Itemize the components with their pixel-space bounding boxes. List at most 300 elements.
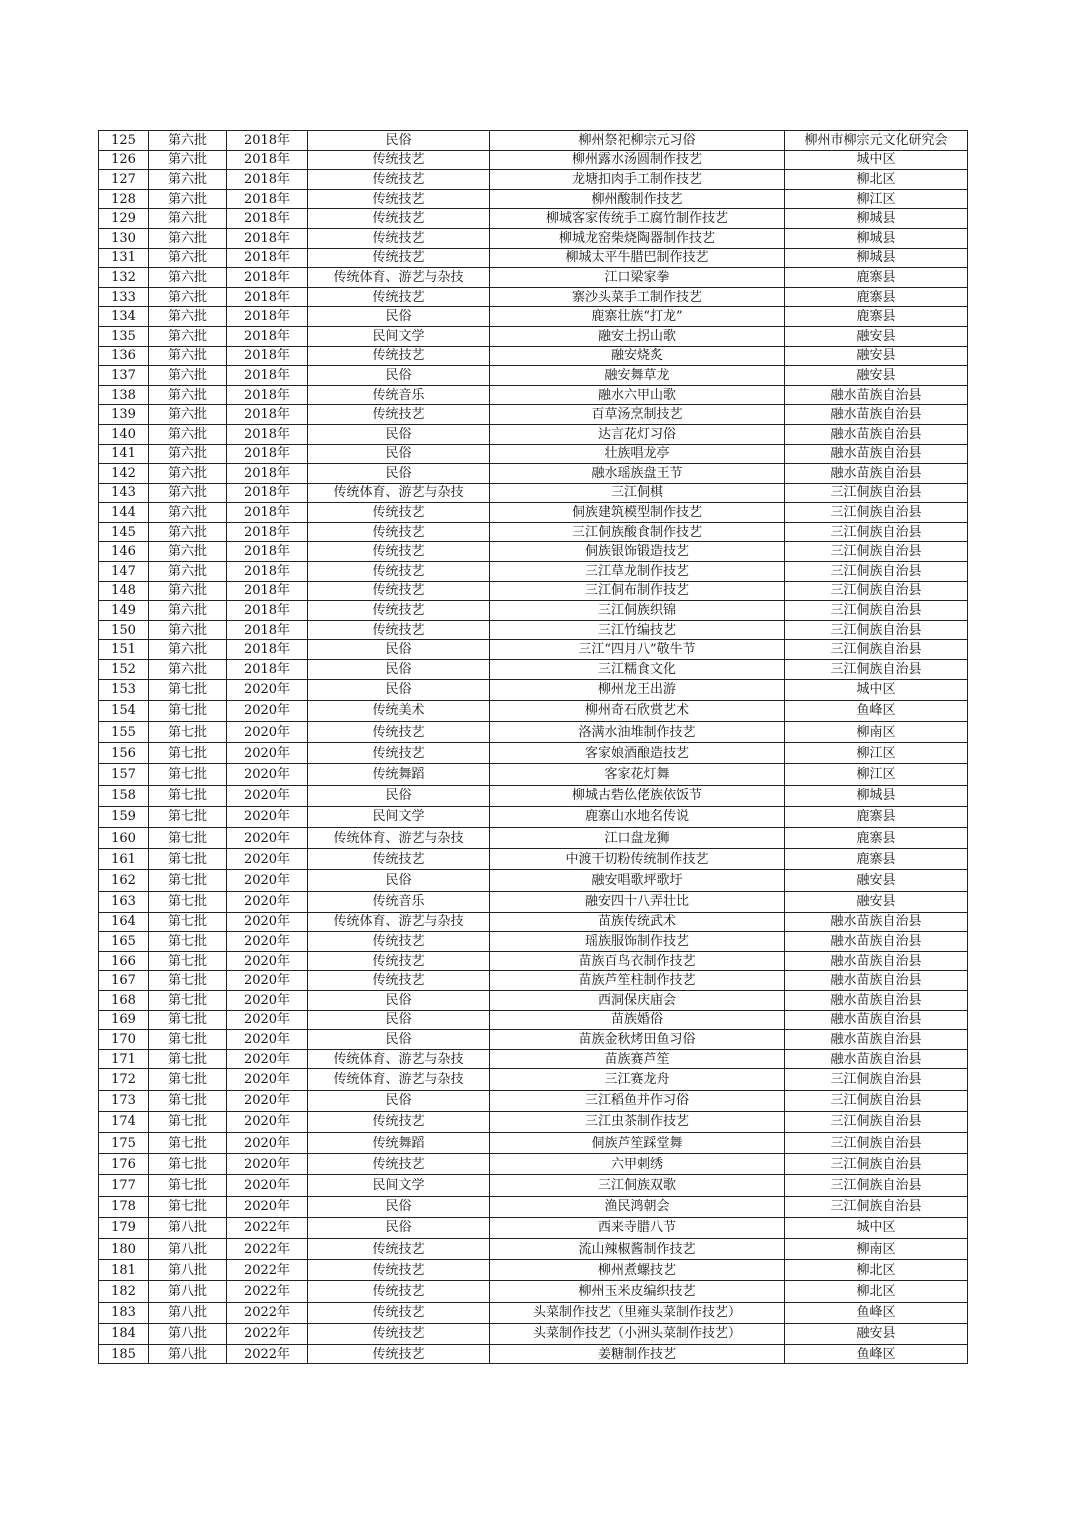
batch-cell: 第七批 xyxy=(149,764,227,785)
project-name-cell: 柳州龙王出游 xyxy=(490,679,785,700)
batch-cell: 第八批 xyxy=(149,1302,227,1323)
region-cell: 融水苗族自治县 xyxy=(785,912,968,932)
row-number-cell: 162 xyxy=(99,870,149,891)
project-name-cell: 鹿寨山水地名传说 xyxy=(490,806,785,827)
region-cell: 鱼峰区 xyxy=(785,1302,968,1323)
year-cell: 2020年 xyxy=(227,1090,308,1111)
year-cell: 2018年 xyxy=(227,385,308,405)
table-row xyxy=(99,542,968,562)
table-row xyxy=(99,522,968,542)
year-cell: 2018年 xyxy=(227,542,308,562)
batch-cell: 第八批 xyxy=(149,1238,227,1259)
project-name-cell: 达言花灯习俗 xyxy=(490,424,785,444)
year-cell: 2022年 xyxy=(227,1302,308,1323)
table-row xyxy=(99,640,968,660)
row-number-cell: 134 xyxy=(99,307,149,327)
year-cell: 2020年 xyxy=(227,679,308,700)
project-name-cell: 龙塘扣肉手工制作技艺 xyxy=(490,170,785,190)
year-cell: 2020年 xyxy=(227,1111,308,1132)
region-cell: 三江侗族自治县 xyxy=(785,1175,968,1196)
project-name-cell: 三江“四月八”敬牛节 xyxy=(490,640,785,660)
project-name-cell: 苗族金秋烤田鱼习俗 xyxy=(490,1030,785,1050)
year-cell: 2022年 xyxy=(227,1344,308,1364)
year-cell: 2018年 xyxy=(227,581,308,601)
project-name-cell: 客家娘酒酿造技艺 xyxy=(490,743,785,764)
category-cell: 民俗 xyxy=(308,131,490,151)
year-cell: 2020年 xyxy=(227,700,308,721)
table-row xyxy=(99,827,968,848)
batch-cell: 第七批 xyxy=(149,785,227,806)
region-cell: 城中区 xyxy=(785,1217,968,1238)
table-row xyxy=(99,1010,968,1030)
table-row xyxy=(99,503,968,523)
batch-cell: 第六批 xyxy=(149,581,227,601)
project-name-cell: 融安四十八弄壮比 xyxy=(490,891,785,912)
region-cell: 融水苗族自治县 xyxy=(785,424,968,444)
region-cell: 三江侗族自治县 xyxy=(785,581,968,601)
batch-cell: 第六批 xyxy=(149,424,227,444)
category-cell: 传统技艺 xyxy=(308,1154,490,1175)
region-cell: 三江侗族自治县 xyxy=(785,503,968,523)
region-cell: 三江侗族自治县 xyxy=(785,1196,968,1217)
project-name-cell: 三江侗棋 xyxy=(490,483,785,503)
project-name-cell: 苗族赛芦笙 xyxy=(490,1049,785,1069)
project-name-cell: 柳城龙窑柴烧陶器制作技艺 xyxy=(490,228,785,248)
row-number-cell: 180 xyxy=(99,1238,149,1259)
project-name-cell: 融水瑶族盘王节 xyxy=(490,464,785,484)
region-cell: 鹿寨县 xyxy=(785,287,968,307)
batch-cell: 第七批 xyxy=(149,1111,227,1132)
batch-cell: 第六批 xyxy=(149,601,227,621)
category-cell: 传统技艺 xyxy=(308,1344,490,1364)
row-number-cell: 132 xyxy=(99,268,149,288)
batch-cell: 第六批 xyxy=(149,640,227,660)
row-number-cell: 163 xyxy=(99,891,149,912)
row-number-cell: 145 xyxy=(99,522,149,542)
table-row xyxy=(99,1154,968,1175)
year-cell: 2022年 xyxy=(227,1323,308,1344)
table-row xyxy=(99,1281,968,1302)
row-number-cell: 142 xyxy=(99,464,149,484)
project-name-cell: 寨沙头菜手工制作技艺 xyxy=(490,287,785,307)
category-cell: 传统技艺 xyxy=(308,951,490,971)
region-cell: 柳江区 xyxy=(785,189,968,209)
year-cell: 2020年 xyxy=(227,1049,308,1069)
table-row xyxy=(99,1323,968,1344)
table-row xyxy=(99,1030,968,1050)
region-cell: 柳城县 xyxy=(785,228,968,248)
batch-cell: 第七批 xyxy=(149,849,227,870)
year-cell: 2018年 xyxy=(227,483,308,503)
batch-cell: 第六批 xyxy=(149,405,227,425)
region-cell: 柳州市柳宗元文化研究会 xyxy=(785,131,968,151)
category-cell: 传统体育、游艺与杂技 xyxy=(308,1049,490,1069)
batch-cell: 第七批 xyxy=(149,1090,227,1111)
year-cell: 2020年 xyxy=(227,743,308,764)
table-row xyxy=(99,307,968,327)
row-number-cell: 182 xyxy=(99,1281,149,1302)
year-cell: 2018年 xyxy=(227,326,308,346)
row-number-cell: 125 xyxy=(99,131,149,151)
region-cell: 三江侗族自治县 xyxy=(785,601,968,621)
project-name-cell: 姜糖制作技艺 xyxy=(490,1344,785,1364)
region-cell: 融水苗族自治县 xyxy=(785,464,968,484)
table-row xyxy=(99,209,968,229)
category-cell: 传统技艺 xyxy=(308,849,490,870)
row-number-cell: 126 xyxy=(99,150,149,170)
project-name-cell: 柳城古砦仫佬族依饭节 xyxy=(490,785,785,806)
table-row xyxy=(99,660,968,680)
category-cell: 传统技艺 xyxy=(308,1302,490,1323)
project-name-cell: 流山辣椒酱制作技艺 xyxy=(490,1238,785,1259)
project-name-cell: 头菜制作技艺（小洲头菜制作技艺） xyxy=(490,1323,785,1344)
project-name-cell: 苗族芦笙柱制作技艺 xyxy=(490,971,785,991)
region-cell: 三江侗族自治县 xyxy=(785,1133,968,1154)
row-number-cell: 165 xyxy=(99,932,149,952)
category-cell: 民间文学 xyxy=(308,1175,490,1196)
region-cell: 融水苗族自治县 xyxy=(785,971,968,991)
row-number-cell: 166 xyxy=(99,951,149,971)
year-cell: 2018年 xyxy=(227,248,308,268)
table-row xyxy=(99,912,968,932)
category-cell: 传统技艺 xyxy=(308,971,490,991)
batch-cell: 第七批 xyxy=(149,722,227,743)
region-cell: 三江侗族自治县 xyxy=(785,1154,968,1175)
batch-cell: 第八批 xyxy=(149,1323,227,1344)
region-cell: 融安县 xyxy=(785,366,968,386)
category-cell: 民俗 xyxy=(308,870,490,891)
batch-cell: 第七批 xyxy=(149,1133,227,1154)
batch-cell: 第六批 xyxy=(149,346,227,366)
year-cell: 2020年 xyxy=(227,1175,308,1196)
project-name-cell: 三江稻鱼并作习俗 xyxy=(490,1090,785,1111)
batch-cell: 第六批 xyxy=(149,385,227,405)
row-number-cell: 154 xyxy=(99,700,149,721)
table-row xyxy=(99,722,968,743)
row-number-cell: 183 xyxy=(99,1302,149,1323)
region-cell: 三江侗族自治县 xyxy=(785,660,968,680)
year-cell: 2018年 xyxy=(227,601,308,621)
category-cell: 民俗 xyxy=(308,424,490,444)
batch-cell: 第七批 xyxy=(149,891,227,912)
category-cell: 传统体育、游艺与杂技 xyxy=(308,1069,490,1090)
category-cell: 民俗 xyxy=(308,991,490,1011)
year-cell: 2022年 xyxy=(227,1260,308,1281)
category-cell: 民俗 xyxy=(308,640,490,660)
batch-cell: 第六批 xyxy=(149,483,227,503)
region-cell: 三江侗族自治县 xyxy=(785,620,968,640)
row-number-cell: 171 xyxy=(99,1049,149,1069)
category-cell: 传统技艺 xyxy=(308,287,490,307)
year-cell: 2020年 xyxy=(227,806,308,827)
batch-cell: 第六批 xyxy=(149,464,227,484)
region-cell: 融水苗族自治县 xyxy=(785,1030,968,1050)
region-cell: 融水苗族自治县 xyxy=(785,385,968,405)
table-row xyxy=(99,562,968,582)
batch-cell: 第六批 xyxy=(149,189,227,209)
row-number-cell: 133 xyxy=(99,287,149,307)
project-name-cell: 三江草龙制作技艺 xyxy=(490,562,785,582)
year-cell: 2022年 xyxy=(227,1217,308,1238)
region-cell: 柳南区 xyxy=(785,722,968,743)
batch-cell: 第七批 xyxy=(149,679,227,700)
table-row xyxy=(99,1133,968,1154)
project-name-cell: 三江侗布制作技艺 xyxy=(490,581,785,601)
project-name-cell: 侗族建筑模型制作技艺 xyxy=(490,503,785,523)
category-cell: 传统技艺 xyxy=(308,170,490,190)
batch-cell: 第七批 xyxy=(149,951,227,971)
table-row xyxy=(99,1196,968,1217)
batch-cell: 第七批 xyxy=(149,991,227,1011)
region-cell: 融水苗族自治县 xyxy=(785,444,968,464)
row-number-cell: 139 xyxy=(99,405,149,425)
project-name-cell: 中渡干切粉传统制作技艺 xyxy=(490,849,785,870)
year-cell: 2020年 xyxy=(227,891,308,912)
row-number-cell: 156 xyxy=(99,743,149,764)
year-cell: 2018年 xyxy=(227,503,308,523)
region-cell: 融安县 xyxy=(785,1323,968,1344)
year-cell: 2020年 xyxy=(227,1154,308,1175)
category-cell: 民俗 xyxy=(308,366,490,386)
row-number-cell: 175 xyxy=(99,1133,149,1154)
batch-cell: 第六批 xyxy=(149,660,227,680)
year-cell: 2018年 xyxy=(227,287,308,307)
table-row xyxy=(99,1260,968,1281)
batch-cell: 第六批 xyxy=(149,542,227,562)
row-number-cell: 137 xyxy=(99,366,149,386)
table-row xyxy=(99,131,968,151)
row-number-cell: 138 xyxy=(99,385,149,405)
row-number-cell: 149 xyxy=(99,601,149,621)
row-number-cell: 184 xyxy=(99,1323,149,1344)
region-cell: 柳江区 xyxy=(785,764,968,785)
year-cell: 2018年 xyxy=(227,209,308,229)
project-name-cell: 头菜制作技艺（里雍头菜制作技艺） xyxy=(490,1302,785,1323)
region-cell: 柳北区 xyxy=(785,1260,968,1281)
row-number-cell: 155 xyxy=(99,722,149,743)
table-row xyxy=(99,601,968,621)
project-name-cell: 苗族传统武术 xyxy=(490,912,785,932)
batch-cell: 第六批 xyxy=(149,131,227,151)
year-cell: 2018年 xyxy=(227,170,308,190)
row-number-cell: 148 xyxy=(99,581,149,601)
batch-cell: 第七批 xyxy=(149,1175,227,1196)
table-row xyxy=(99,806,968,827)
region-cell: 鱼峰区 xyxy=(785,700,968,721)
batch-cell: 第八批 xyxy=(149,1281,227,1302)
table-row xyxy=(99,764,968,785)
row-number-cell: 136 xyxy=(99,346,149,366)
region-cell: 鹿寨县 xyxy=(785,849,968,870)
category-cell: 民俗 xyxy=(308,1010,490,1030)
row-number-cell: 143 xyxy=(99,483,149,503)
batch-cell: 第六批 xyxy=(149,522,227,542)
year-cell: 2022年 xyxy=(227,1238,308,1259)
region-cell: 融水苗族自治县 xyxy=(785,1049,968,1069)
region-cell: 三江侗族自治县 xyxy=(785,483,968,503)
project-name-cell: 侗族芦笙踩堂舞 xyxy=(490,1133,785,1154)
region-cell: 三江侗族自治县 xyxy=(785,1090,968,1111)
project-name-cell: 三江竹编技艺 xyxy=(490,620,785,640)
batch-cell: 第七批 xyxy=(149,1069,227,1090)
table-row xyxy=(99,1344,968,1364)
year-cell: 2020年 xyxy=(227,991,308,1011)
category-cell: 民俗 xyxy=(308,1196,490,1217)
year-cell: 2020年 xyxy=(227,971,308,991)
year-cell: 2018年 xyxy=(227,424,308,444)
year-cell: 2020年 xyxy=(227,827,308,848)
table-row xyxy=(99,1217,968,1238)
region-cell: 柳北区 xyxy=(785,1281,968,1302)
region-cell: 融安县 xyxy=(785,891,968,912)
category-cell: 民俗 xyxy=(308,679,490,700)
category-cell: 传统技艺 xyxy=(308,722,490,743)
region-cell: 柳南区 xyxy=(785,1238,968,1259)
category-cell: 传统技艺 xyxy=(308,248,490,268)
row-number-cell: 169 xyxy=(99,1010,149,1030)
row-number-cell: 170 xyxy=(99,1030,149,1050)
category-cell: 传统技艺 xyxy=(308,1111,490,1132)
batch-cell: 第七批 xyxy=(149,700,227,721)
category-cell: 民俗 xyxy=(308,1030,490,1050)
project-name-cell: 柳州煮螺技艺 xyxy=(490,1260,785,1281)
batch-cell: 第六批 xyxy=(149,268,227,288)
region-cell: 融安县 xyxy=(785,870,968,891)
table-row xyxy=(99,971,968,991)
region-cell: 融水苗族自治县 xyxy=(785,405,968,425)
batch-cell: 第六批 xyxy=(149,228,227,248)
project-name-cell: 融水六甲山歌 xyxy=(490,385,785,405)
batch-cell: 第六批 xyxy=(149,366,227,386)
project-name-cell: 鹿寨壮族“打龙” xyxy=(490,307,785,327)
category-cell: 传统舞蹈 xyxy=(308,1133,490,1154)
category-cell: 传统体育、游艺与杂技 xyxy=(308,483,490,503)
batch-cell: 第六批 xyxy=(149,170,227,190)
table-row xyxy=(99,700,968,721)
row-number-cell: 127 xyxy=(99,170,149,190)
region-cell: 鹿寨县 xyxy=(785,307,968,327)
region-cell: 融水苗族自治县 xyxy=(785,991,968,1011)
region-cell: 融水苗族自治县 xyxy=(785,932,968,952)
year-cell: 2018年 xyxy=(227,131,308,151)
year-cell: 2020年 xyxy=(227,785,308,806)
heritage-list-table xyxy=(98,130,968,1364)
category-cell: 传统技艺 xyxy=(308,405,490,425)
category-cell: 传统技艺 xyxy=(308,1260,490,1281)
region-cell: 柳城县 xyxy=(785,209,968,229)
project-name-cell: 苗族婚俗 xyxy=(490,1010,785,1030)
table-row xyxy=(99,932,968,952)
batch-cell: 第七批 xyxy=(149,912,227,932)
table-row xyxy=(99,743,968,764)
category-cell: 传统技艺 xyxy=(308,932,490,952)
region-cell: 城中区 xyxy=(785,679,968,700)
batch-cell: 第七批 xyxy=(149,1049,227,1069)
year-cell: 2018年 xyxy=(227,268,308,288)
category-cell: 传统技艺 xyxy=(308,503,490,523)
category-cell: 传统技艺 xyxy=(308,1323,490,1344)
table-row xyxy=(99,385,968,405)
category-cell: 传统技艺 xyxy=(308,150,490,170)
project-name-cell: 柳州奇石欣赏艺术 xyxy=(490,700,785,721)
region-cell: 鱼峰区 xyxy=(785,1344,968,1364)
batch-cell: 第六批 xyxy=(149,150,227,170)
year-cell: 2020年 xyxy=(227,1069,308,1090)
table-row xyxy=(99,444,968,464)
row-number-cell: 177 xyxy=(99,1175,149,1196)
table-row xyxy=(99,679,968,700)
table-row xyxy=(99,620,968,640)
table-row xyxy=(99,189,968,209)
batch-cell: 第七批 xyxy=(149,743,227,764)
row-number-cell: 157 xyxy=(99,764,149,785)
category-cell: 传统技艺 xyxy=(308,228,490,248)
year-cell: 2020年 xyxy=(227,764,308,785)
region-cell: 鹿寨县 xyxy=(785,806,968,827)
project-name-cell: 江口盘龙狮 xyxy=(490,827,785,848)
year-cell: 2018年 xyxy=(227,444,308,464)
row-number-cell: 153 xyxy=(99,679,149,700)
table-row xyxy=(99,991,968,1011)
category-cell: 传统技艺 xyxy=(308,1238,490,1259)
row-number-cell: 140 xyxy=(99,424,149,444)
table-row xyxy=(99,1175,968,1196)
region-cell: 柳北区 xyxy=(785,170,968,190)
table-row xyxy=(99,248,968,268)
region-cell: 三江侗族自治县 xyxy=(785,542,968,562)
table-row xyxy=(99,870,968,891)
row-number-cell: 159 xyxy=(99,806,149,827)
category-cell: 民俗 xyxy=(308,1090,490,1111)
project-name-cell: 侗族银饰锻造技艺 xyxy=(490,542,785,562)
row-number-cell: 147 xyxy=(99,562,149,582)
region-cell: 三江侗族自治县 xyxy=(785,1069,968,1090)
year-cell: 2018年 xyxy=(227,620,308,640)
year-cell: 2020年 xyxy=(227,932,308,952)
table-row xyxy=(99,785,968,806)
batch-cell: 第七批 xyxy=(149,971,227,991)
year-cell: 2020年 xyxy=(227,722,308,743)
category-cell: 传统体育、游艺与杂技 xyxy=(308,912,490,932)
year-cell: 2020年 xyxy=(227,1010,308,1030)
category-cell: 民俗 xyxy=(308,464,490,484)
project-name-cell: 百草汤烹制技艺 xyxy=(490,405,785,425)
batch-cell: 第八批 xyxy=(149,1217,227,1238)
region-cell: 柳城县 xyxy=(785,248,968,268)
project-name-cell: 壮族唱龙亭 xyxy=(490,444,785,464)
row-number-cell: 129 xyxy=(99,209,149,229)
category-cell: 传统技艺 xyxy=(308,562,490,582)
project-name-cell: 柳州祭祀柳宗元习俗 xyxy=(490,131,785,151)
table-row xyxy=(99,581,968,601)
row-number-cell: 168 xyxy=(99,991,149,1011)
year-cell: 2018年 xyxy=(227,562,308,582)
table-row xyxy=(99,1090,968,1111)
project-name-cell: 三江虫茶制作技艺 xyxy=(490,1111,785,1132)
table-row xyxy=(99,170,968,190)
category-cell: 民俗 xyxy=(308,785,490,806)
category-cell: 传统技艺 xyxy=(308,346,490,366)
year-cell: 2018年 xyxy=(227,150,308,170)
row-number-cell: 158 xyxy=(99,785,149,806)
region-cell: 鹿寨县 xyxy=(785,268,968,288)
row-number-cell: 131 xyxy=(99,248,149,268)
category-cell: 传统技艺 xyxy=(308,743,490,764)
table-row xyxy=(99,951,968,971)
project-name-cell: 柳城客家传统手工腐竹制作技艺 xyxy=(490,209,785,229)
year-cell: 2018年 xyxy=(227,346,308,366)
table-row xyxy=(99,346,968,366)
